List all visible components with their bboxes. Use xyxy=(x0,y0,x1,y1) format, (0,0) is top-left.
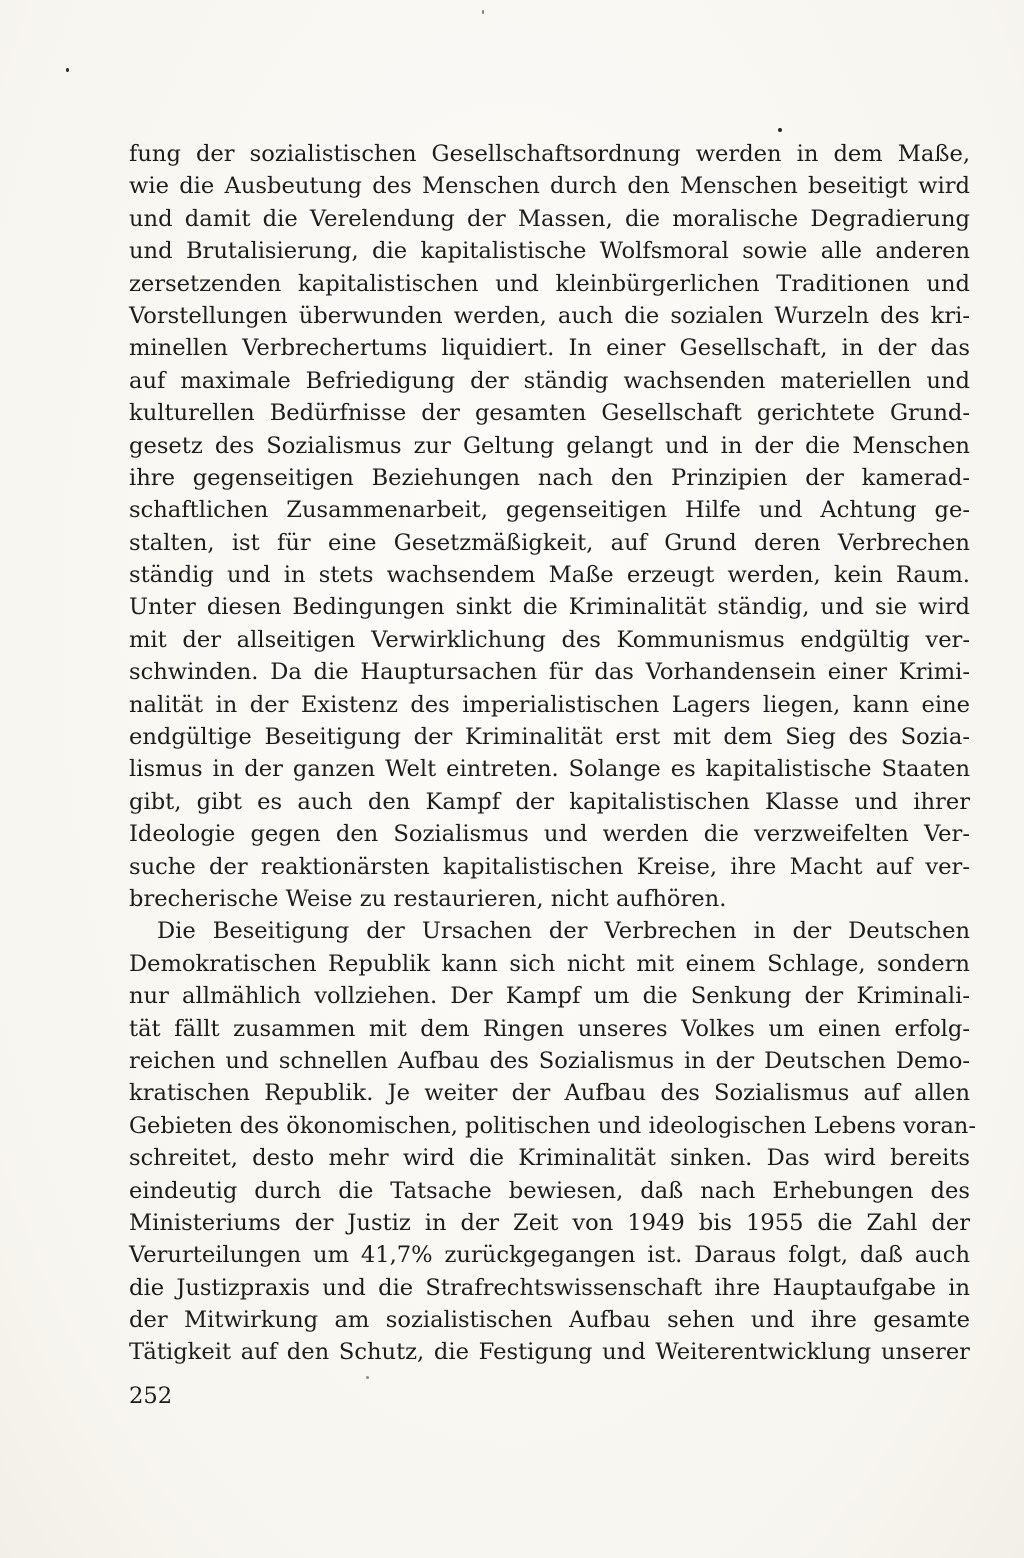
paper-speck xyxy=(66,68,69,72)
text-line: tät fällt zusammen mit dem Ringen unseres Volkes um einen erfolg- xyxy=(129,1015,970,1042)
text-line: kulturellen Bedürfnisse der gesamten Gesellschaft gerichtete Grund- xyxy=(129,400,970,427)
text-line: ihre gegenseitigen Beziehungen nach den Prinzipien der kamerad- xyxy=(129,464,970,491)
text-line: auf maximale Befriedigung der ständig wachsenden materiellen und xyxy=(129,367,970,394)
text-line: wie die Ausbeutung des Menschen durch den Menschen beseitigt wird xyxy=(129,173,970,200)
text-line: ständig und in stets wachsendem Maße erzeugt werden, kein Raum. xyxy=(129,562,970,589)
text-line: Ideologie gegen den Sozialismus und werden die verzweifelten Ver- xyxy=(129,821,970,848)
text-line: und Brutalisierung, die kapitalistische Wolfsmoral sowie alle anderen xyxy=(129,238,970,265)
text-line: gesetz des Sozialismus zur Geltung gelangt und in der die Menschen xyxy=(129,432,970,459)
text-line: nur allmählich vollziehen. Der Kampf um die Senkung der Kriminali- xyxy=(129,983,970,1010)
text-line: lismus in der ganzen Welt eintreten. Solange es kapitalistische Staaten xyxy=(129,756,970,783)
paragraph xyxy=(129,138,970,915)
text-line: suche der reaktionärsten kapitalistischen Kreise, ihre Macht auf ver- xyxy=(129,853,970,880)
text-line: reichen und schnellen Aufbau des Sozialismus in der Deutschen Demo- xyxy=(129,1047,970,1074)
text-line: zersetzenden kapitalistischen und kleinbürgerlichen Traditionen und xyxy=(129,270,970,297)
paragraph xyxy=(129,915,976,1368)
text-line: schwinden. Da die Hauptursachen für das Vorhandensein einer Krimi- xyxy=(129,659,970,686)
text-line: Demokratischen Republik kann sich nicht mit einem Schlage, sondern xyxy=(129,950,970,977)
paper-speck xyxy=(482,10,484,14)
text-line: Unter diesen Bedingungen sinkt die Kriminalität ständig, und sie wird xyxy=(129,594,970,621)
text-line: fung der sozialistischen Gesellschaftsordnung werden in dem Maße, xyxy=(129,141,970,167)
text-line: Vorstellungen überwunden werden, auch die sozialen Wurzeln des kri- xyxy=(129,302,970,329)
text-line: stalten, ist für eine Gesetzmäßigkeit, auf Grund deren Verbrechen xyxy=(129,529,970,556)
text-line: mit der allseitigen Verwirklichung des Kommunismus endgültig ver- xyxy=(129,626,970,653)
paper-speck xyxy=(366,1376,369,1379)
text-line: brecherische Weise zu restaurieren, nicht aufhören. xyxy=(129,885,727,912)
text-line: endgültige Beseitigung der Kriminalität erst mit dem Sieg des Sozia- xyxy=(129,724,970,751)
text-line: und damit die Verelendung der Massen, die moralische Degradierung xyxy=(129,205,970,232)
page-number: 252 xyxy=(129,1383,173,1409)
text-line: gibt, gibt es auch den Kampf der kapitalistischen Klasse und ihrer xyxy=(129,788,970,815)
text-line: Ministeriums der Justiz in der Zeit von 1949 bis 1955 die Zahl der xyxy=(129,1209,970,1236)
text-line: der Mitwirkung am sozialistischen Aufbau sehen und ihre gesamte xyxy=(129,1307,970,1334)
text-line: Tätigkeit auf den Schutz, die Festigung und Weiterentwicklung unserer xyxy=(129,1339,970,1366)
text-line: die Justizpraxis und die Strafrechtswissenschaft ihre Hauptaufgabe in xyxy=(129,1274,970,1301)
text-line: schreitet, desto mehr wird die Kriminalität sinken. Das wird bereits xyxy=(129,1145,970,1172)
text-line: Gebieten des ökonomischen, politischen und ideologischen Lebens voran- xyxy=(129,1112,976,1139)
body-text xyxy=(129,138,976,1369)
text-line: kratischen Republik. Je weiter der Aufbau des Sozialismus auf allen xyxy=(129,1080,970,1107)
paper-speck xyxy=(778,128,782,132)
text-line: Die Beseitigung der Ursachen der Verbrechen in der Deutschen xyxy=(157,918,970,945)
text-line: schaftlichen Zusammenarbeit, gegenseitigen Hilfe und Achtung ge- xyxy=(129,497,970,524)
text-line: eindeutig durch die Tatsache bewiesen, daß nach Erhebungen des xyxy=(129,1177,970,1204)
text-line: Verurteilungen um 41,7% zurückgegangen ist. Daraus folgt, daß auch xyxy=(129,1242,970,1269)
text-line: minellen Verbrechertums liquidiert. In einer Gesellschaft, in der das xyxy=(129,335,970,362)
text-line: nalität in der Existenz des imperialistischen Lagers liegen, kann eine xyxy=(129,691,970,718)
